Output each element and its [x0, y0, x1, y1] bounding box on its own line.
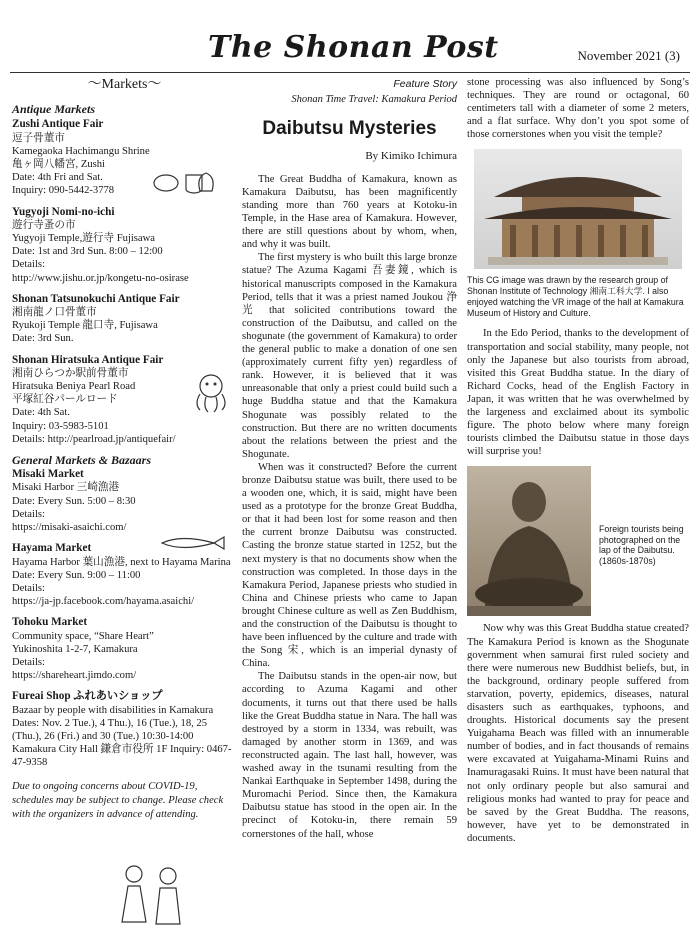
market-name: Fureai Shop ふれあいショップ [12, 690, 163, 703]
market-name: Shonan Tatsunokuchi Antique Fair [12, 292, 180, 305]
market-line: Yugyoji Temple,遊行寺 Fujisawa [12, 233, 155, 245]
market-line: Ryukoji Temple 龍口寺, Fujisawa [12, 320, 158, 332]
market-name: Tohoku Market [12, 616, 88, 629]
market-link[interactable]: http://www.jishu.or.jp/kongetu-no-osirase [12, 272, 189, 284]
market-line: Dates: Nov. 2 Tue.), 4 Thu.), 16 (Tue.), 18, 25 (Thu.), 26 (Fri.) and 30 (Tue.) 10:30-14:00 [12, 717, 210, 742]
buddha-photo-block [467, 466, 689, 622]
market-name: Yugyoji Nomi-no-ichi [12, 205, 115, 218]
market-name: Misaki Market [12, 468, 84, 481]
market-line: Kamegaoka Hachimangu Shrine [12, 145, 150, 157]
market-line: Date: 4th Sat. [12, 407, 70, 419]
market-line: Community space, “Share Heart” [12, 630, 154, 642]
market-tohoku [12, 616, 237, 682]
market-line: Date: Every Sun. 5:00 – 8:30 [12, 495, 136, 507]
article-column-middle [242, 76, 457, 841]
markets-title: ～Markets～ [87, 77, 162, 92]
daibutsu-photo [467, 466, 591, 616]
market-link[interactable]: https://ja-jp.facebook.com/hayama.asaichi/ [12, 596, 195, 608]
daibutsu-illustration [467, 466, 591, 616]
market-line: Yukinoshita 1-2-7, Kamakura [12, 643, 138, 655]
issue-date: November 2021 (3) [577, 48, 680, 63]
market-line: 平塚紅谷パールロード [12, 394, 118, 406]
covid-note: Due to ongoing concerns about COVID-19, schedules may be subject to change. Please check with the organizers in advance of attending. [12, 780, 224, 820]
market-line: Hiratsuka Beniya Pearl Road [12, 381, 136, 393]
market-tatsunokuchi [12, 293, 237, 346]
market-line: Inquiry: 03-5983-5101 [12, 420, 109, 432]
temple-hall-image [474, 149, 682, 269]
market-line: Date: Every Sun. 9:00 – 11:00 [12, 569, 141, 581]
antique-markets-heading: Antique Markets [12, 102, 96, 117]
article-paragraph: stone processing was also influenced by Song’s techniques. They are round or octagonal, 60 centimeters tall with a diameter of some 2 meters, and a flat surface. Why don’t you spot some of those cornerstones when you visit the temple? [467, 77, 689, 141]
article-paragraph: The Great Buddha of Kamakura, known as Kamakura Daibutsu, has been magnificently standing more than 760 years at Kotoku-in Temple, in the Hase area of Kamakura. However, there are still questions about by whom, when, and why it was built. [242, 173, 457, 251]
market-line: Date: 3rd Sun. [12, 333, 74, 345]
market-name: Shonan Hiratsuka Antique Fair [12, 353, 164, 366]
market-line: Details: [12, 656, 45, 668]
market-line: 亀ヶ岡八幡宮, Zushi [12, 159, 105, 171]
octopus-icon [192, 372, 230, 416]
market-name: Hayama Market [12, 542, 92, 555]
teacup-icon [150, 165, 225, 197]
market-line: 逗子骨董市 [12, 132, 65, 144]
market-line: 湘南ひらつか駅前骨董市 [12, 367, 129, 379]
market-line: Details: [12, 259, 45, 271]
market-line: 湘南龍ノ口骨董市 [12, 307, 97, 319]
market-fureai [12, 690, 237, 769]
article-column-right [467, 76, 689, 845]
market-line: Date: 4th Fri and Sat. [12, 172, 103, 184]
market-yugyoji [12, 206, 237, 285]
temple-image-caption: This CG image was drawn by the research group of Shonan Institute of Technology 湘南工科大学. I also enjoyed watching the VR image of the hall at Kamakura Museum of History and Culture. [467, 275, 684, 319]
article-byline: By Kimiko Ichimura [365, 149, 457, 162]
article-paragraph: The first mystery is who built this large bronze statue? The Azuma Kagami 吾妻鏡, which is historical manuscripts composed in the Kamakura Period, tells that it was a priest named Joukou 浄光 that solicited contributions toward the construction of the Daibutsu, and called on the shogunate (the government of Kamakura) to order the general public to make a donation of one sen (approximately current fifty yen) regardless of rank. However, it is believed that it was unreasonable that only a priest could build such a huge Buddha statue and that the Kamakura Shogunate was possibly related to the construction. But there are no written documents about the relations between the priest and the Shogunate. [242, 252, 457, 460]
temple-illustration [474, 149, 682, 269]
feature-subtitle: Shonan Time Travel: Kamakura Period [291, 94, 457, 106]
market-line: Details: [12, 582, 45, 594]
market-line: Hayama Harbor 葉山漁港, next to Hayama Marina [12, 556, 231, 568]
market-link[interactable]: https://misaki-asaichi.com/ [12, 522, 127, 534]
market-line: Date: 1st and 3rd Sun. 8:00 – 12:00 [12, 246, 163, 258]
article-paragraph: Now why was this Great Buddha statue created? The Kamakura Period is known as the Shogunate government when samurai first ruled society and there were numerous new Buddhist beliefs, but, in the background, ordinary people suffered from starvation, poverty, epidemics, diseases, natural disasters such as earthquakes, typhoons, and droughts. Historical documents say the present Yuigahama Beach was filled with an innumerable number of bodies, and in fact thousands of remains were excavated at Yuigahama-Minami Ruins and Inamuragasaki Ruins. It must have been natural that not only ordinary people but also samurai and religious monks had wanted to pray for peace and be saved by the Great Buddha. The reasons, however, have yet to be demonstrated in documents. [467, 623, 689, 844]
people-illustration-icon [112, 862, 192, 928]
newspaper-title: The Shonan Post [208, 30, 499, 65]
market-line: Kamakura City Hall 鎌倉市役所 1F Inquiry: 0467-47-9358 [12, 744, 232, 769]
masthead-divider [10, 72, 690, 73]
masthead [0, 0, 700, 72]
daibutsu-photo-caption: Foreign tourists being photographed on the lap of the Daibutsu. (1860s-1870s) [599, 524, 684, 566]
article-paragraph: In the Edo Period, thanks to the development of transportation and social stability, many people, not only the Japanese but also tourists from abroad, visited this Great Buddha statue. In the diary of Richard Cocks, head of the English Factory in Japan, it was written that he was overwhelmed by the largeness and exclaimed about its symbolic figure. The photo below where many foreign tourists climbed the Daibutsu statue in those days will surprise you! [467, 328, 689, 458]
market-line: Bazaar by people with disabilities in Kamakura [12, 704, 214, 716]
article-paragraph: When was it constructed? Before the current bronze Daibutsu statue was built, there used to be a wooden one, which, it is said, might have been used as a prototype for the bronze Great Buddha, or that it had been lost for some reason and then the current bronze Daibutsu was constructed. Casting the bronze statue started in 1252, but the next mystery is that no documents show when the construction was completed. In those days in the Kamakura Period, Japanese priests who studied in China and Chinese priests who came to Japan brought Chinese culture as well as Zen Buddhism, and the construction of the Daibutsu is thought to have been influenced by the culture and trade with the Song 宋, which is an imperial dynasty of China. [242, 461, 457, 670]
market-name: Zushi Antique Fair [12, 118, 104, 131]
feature-label: Feature Story [393, 78, 457, 90]
market-misaki [12, 468, 237, 534]
market-line: 遊行寺蚤の市 [12, 219, 76, 231]
article-paragraph: The Daibutsu stands in the open-air now, but according to Azuma Kagami and other documents, it turns out that there used be halls like the Great Buddha statue in Nara. The hall was destroyed by a storm in 1334, was rebuilt, was damaged by another storm in 1369, and was reconstructed again. The last hall, however, was washed away in the tsunami resulting from the Nankai Earthquake in September 1498, during the Muromachi Period. Since then, the Kamakura Daibutsu statue has stood in the open air. In the precinct of Kotoku-in, there remain 59 cornerstones of the hall, whose [242, 671, 457, 840]
market-line: Inquiry: 090-5442-3778 [12, 185, 115, 197]
market-line: Details: [12, 508, 45, 520]
market-line: Misaki Harbor 三崎漁港 [12, 482, 120, 494]
market-link[interactable]: Details: http://pearlroad.jp/antiquefair/ [12, 433, 176, 445]
article-headline: Daibutsu Mysteries [262, 118, 437, 140]
general-markets-heading: General Markets & Bazaars [12, 453, 152, 468]
market-link[interactable]: https://shareheart.jimdo.com/ [12, 670, 137, 682]
fish-icon [158, 533, 228, 553]
